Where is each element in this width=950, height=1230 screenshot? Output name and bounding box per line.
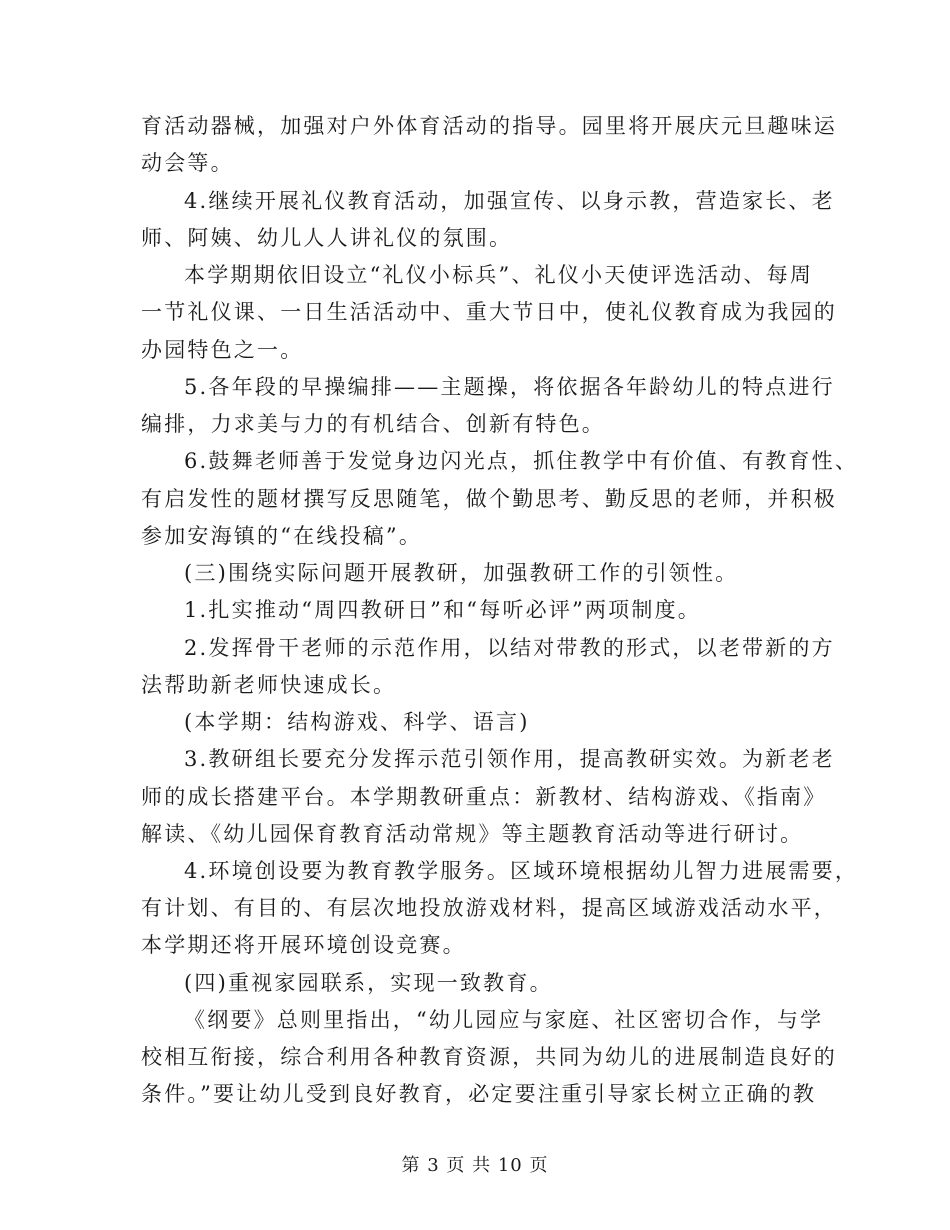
- text-line: 3.教研组长要充分发挥示范引领作用，提高教研实效。为新老老: [184, 747, 835, 771]
- text-line: 条件。”要让幼儿受到良好教育，必定要注重引导家长树立正确的教: [141, 1082, 817, 1106]
- text-line: 校相互衔接，综合利用各种教育资源，共同为幼儿的进展制造良好的: [141, 1045, 837, 1069]
- section-heading: (四)重视家园联系，实现一致教育。: [184, 971, 553, 995]
- text-line: 有计划、有目的、有层次地投放游戏材料，提高区域游戏活动水平，: [141, 896, 837, 920]
- page-number-footer: 第 3 页 共 10 页: [401, 1155, 549, 1176]
- section-heading: (三)围绕实际问题开展教研，加强教研工作的引领性。: [184, 561, 739, 585]
- text-line: 4.环境创设要为教育教学服务。区域环境根据幼儿智力进展需要，: [184, 859, 859, 883]
- text-line: 1.扎实推动“周四教研日”和“每听必评”两项制度。: [184, 598, 701, 622]
- text-line: 师的成长搭建平台。本学期教研重点：新教材、结构游戏、《指南》: [141, 785, 827, 809]
- text-line: 动会等。: [141, 151, 234, 175]
- text-line: 4.继续开展礼仪教育活动，加强宣传、以身示教，营造家长、老: [184, 189, 835, 213]
- text-line: 育活动器械，加强对户外体育活动的指导。园里将开展庆元旦趣味运: [141, 114, 837, 138]
- text-line: 有启发性的题材撰写反思随笔，做个勤思考、勤反思的老师，并积极: [141, 487, 837, 511]
- text-line: 6.鼓舞老师善于发觉身边闪光点，抓住教学中有价值、有教育性、: [184, 449, 859, 473]
- text-line: 编排，力求美与力的有机结合、创新有特色。: [141, 412, 605, 436]
- text-line: 《纲要》总则里指出，“幼儿园应与家庭、社区密切合作，与学: [184, 1008, 824, 1032]
- text-line: 解读、《幼儿园保育教育活动常规》等主题教育活动等进行研讨。: [141, 822, 804, 846]
- text-line: (本学期：结构游戏、科学、语言): [184, 710, 530, 734]
- text-line: 5.各年段的早操编排——主题操，将依据各年龄幼儿的特点进行: [184, 375, 835, 399]
- text-line: 办园特色之一。: [141, 338, 304, 362]
- text-line: 法帮助新老师快速成长。: [141, 673, 397, 697]
- text-line: 2.发挥骨干老师的示范作用，以结对带教的形式，以老带新的方: [184, 636, 835, 660]
- text-line: 本学期还将开展环境创设竞赛。: [141, 933, 466, 957]
- text-line: 参加安海镇的“在线投稿”。: [141, 524, 423, 548]
- text-line: 本学期期依旧设立“礼仪小标兵”、礼仪小天使评选活动、每周: [184, 263, 814, 287]
- text-line: 一节礼仪课、一日生活活动中、重大节日中，使礼仪教育成为我园的: [141, 300, 837, 324]
- text-line: 师、阿姨、幼儿人人讲礼仪的氛围。: [141, 226, 513, 250]
